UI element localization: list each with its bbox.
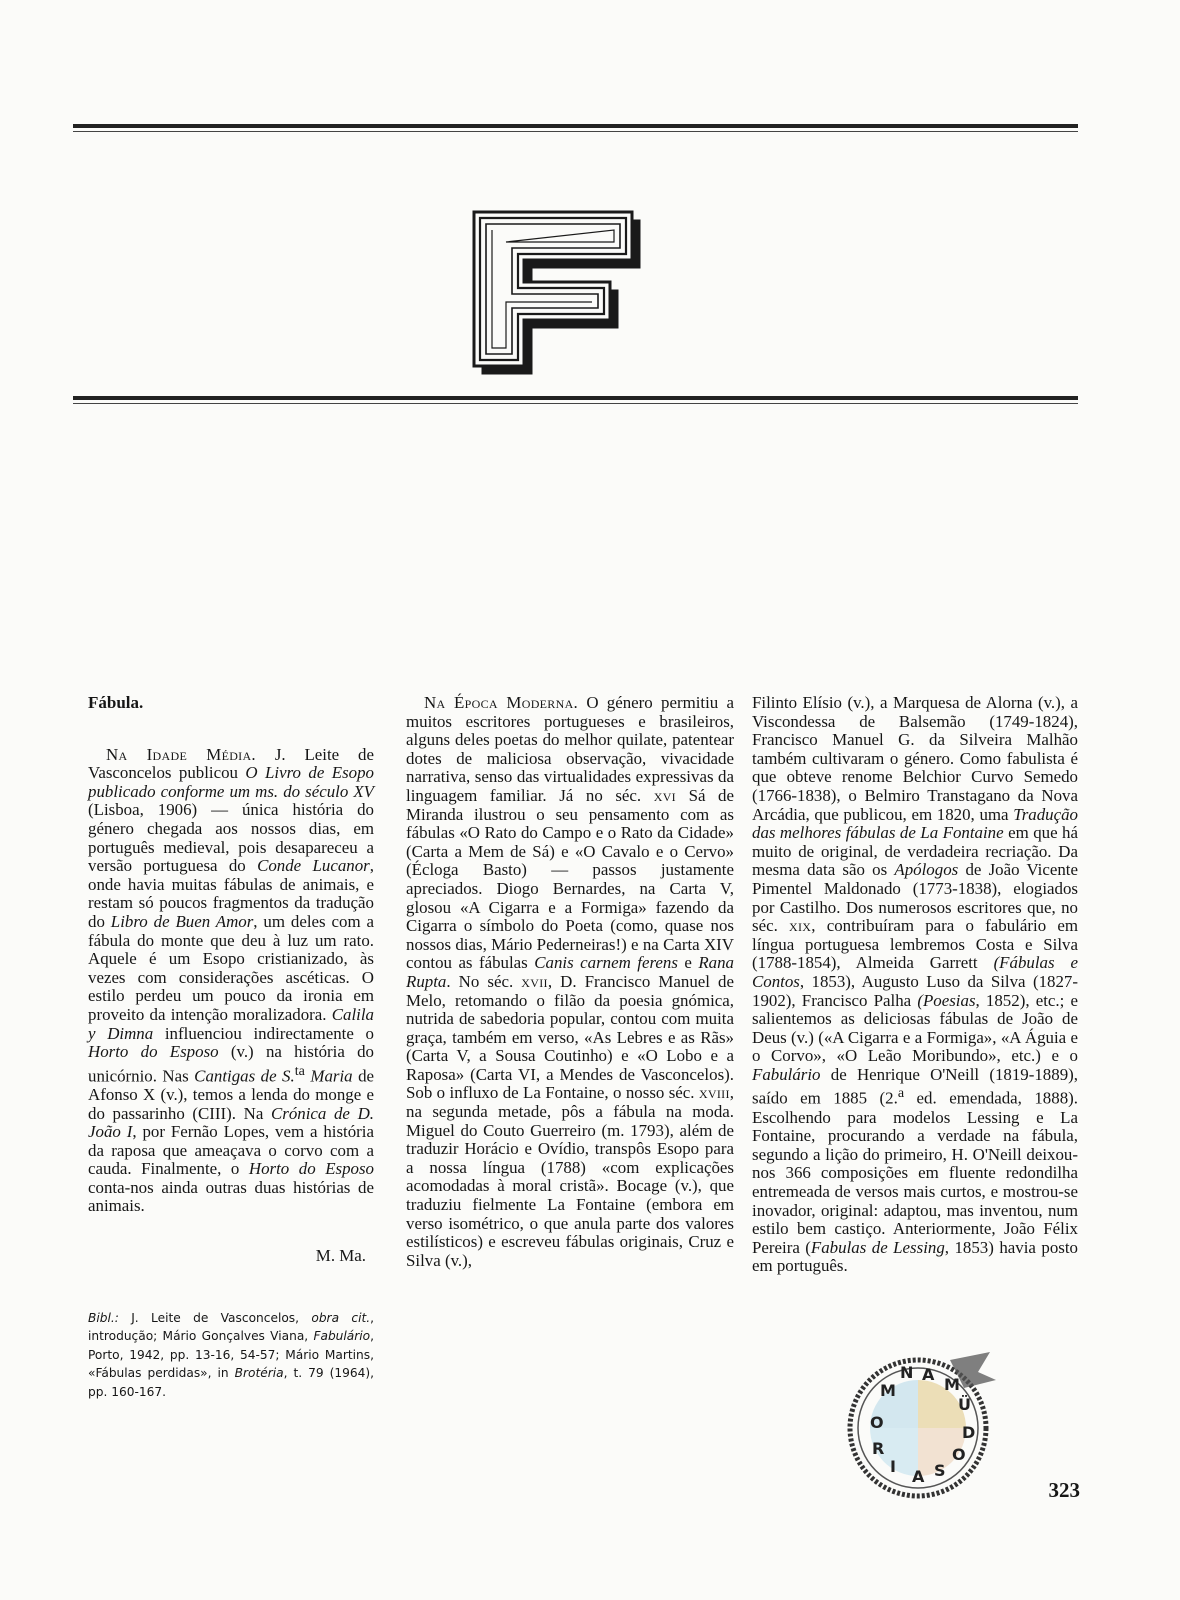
- chapter-letter-f-ornament: [468, 190, 678, 382]
- bibliography-label: Bibl.:: [88, 1310, 119, 1325]
- section-middle-ages: Na Idade Média. J. Leite de Vasconcelos publicou O Livro de Esopo publicado conforme um ms. do século XV (Lisboa, 1906) — única história do género chegada aos nossos dias, em português medieval, pois desapareceu a versão portuguesa do Conde Lucanor, onde havia muitas fábulas de animais, e restam só poucos fragmentos da tradução do Libro de Buen Amor, um deles com a fábula do monte que deu à luz um rato. Aquele é um Esopo cristianizado, às vezes com considerações ascéticas. O estilo perdeu um pouco da ironia em proveito da intenção moralizadora. Calila y Dimna influenciou indirectamente o Horto do Esposo (v.) na história do unicórnio. Nas Cantigas de S.$^{ta}$ Maria de Afonso X (v.), temos a lenda do monge e do passarinho (CIII). Na Crónica de D. João I, por Fernão Lopes, vem a história da raposa que ameaçava o corvo com a cauda. Finalmente, o Horto do Esposo conta-nos ainda outras duas histórias de animais.: [88, 744, 375, 1216]
- stamp-letter: Ü: [958, 1395, 971, 1414]
- stamp-letter: N: [900, 1363, 914, 1382]
- bottom-rule: [73, 396, 1078, 404]
- section-modern-era-continued: Filinto Elísio (v.), a Marquesa de Alorna (v.), a Viscondessa de Balsemão (1749-1824), Francisco Manuel G. da Silveira Malhão também cultivaram o género. Como fabulista é que obteve renome Belchior Curvo Semedo (1766-1838), o Belmiro Transtagano da Nova Arcádia, que publicou, em 1820, uma Tradução das melhores fábulas de La Fontaine em que há muito de original, de verdadeira recriação. Da mesma data são os Apólogos de João Vicente Pimentel Maldonado (1773-1838), elogiados por Castilho. Dos numerosos escritores que, no séc. xix, contribuíram para o fabulário em língua portuguesa lembremos Costa e Silva (1788-1854), Almeida Garrett (Fábulas e Contos, 1853), Augusto Luso da Silva (1827-1902), Francisco Palha (Poesias, 1852), etc.; e salientemos as deliciosas fábulas de João de Deus (v.) («A Cigarra e a Formiga», «A Águia e o Corvo», «O Leão Moribundo», etc.) e o Fabulário de Henrique O'Neill (1819-1889), saído em 1885 (2.$^a$ ed. emendada, 1888). Escolhendo para modelos Lessing e La Fontaine, procurando a verdade na fábula, segundo a lição do primeiro, H. O'Neill deixou-nos 366 composições em fluente redondilha entremeada de versos mais curtos, e mostrou-se inovador, original: adaptou, mas inventou, num estilo bem castiço. Anteriormente, João Félix Pereira (Fabulas de Lessing, 1853) havia posto em português.: [752, 693, 1079, 1276]
- stamp-letter: D: [962, 1423, 976, 1442]
- stamp-letter: O: [870, 1413, 884, 1432]
- stamp-letter: O: [952, 1445, 966, 1464]
- stamp-letter: M: [944, 1375, 960, 1394]
- stamp-letter: A: [912, 1467, 925, 1486]
- author-signature: M. Ma.: [315, 1246, 366, 1266]
- library-stamp: [840, 1350, 1000, 1500]
- stamp-letter: R: [872, 1439, 885, 1458]
- column-3: [752, 694, 1078, 1276]
- top-rule: [73, 124, 1078, 132]
- chapter-letter: F: [468, 190, 469, 191]
- column-2: [406, 694, 734, 1270]
- stamp-letter: M: [880, 1381, 896, 1400]
- section-modern-era: Na Época Moderna. O género permitiu a muitos escritores portugueses e brasileiros, alguns deles poetas do melhor quilate, patentear dotes de maliciosa observação, vivacidade narrativa, senso das virtualidades expressivas da linguagem familiar. Já no séc. xvi Sá de Miranda ilustrou o seu pensamento com as fábulas «O Rato do Campo e o Rato da Cidade» (Carta a Mem de Sá) e «O Cavalo e o Cervo» (Écloga Basto) — passos justamente apreciados. Diogo Bernardes, na Carta V, glosou «A Cigarra e a Formiga» fazendo da Cigarra o símbolo do Poeta (como, quase nos nossos dias, Mário Pederneiras!) e na Carta XIV contou as fábulas Canis carnem ferens e Rana Rupta. No séc. xvii, D. Francisco Manuel de Melo, retomando o filão da poesia gnómica, nutrida de sabedoria popular, contou com muita graça, também em verso, «As Lebres e as Rãs» (Carta V, a Sousa Coutinho) e «O Lobo e a Raposa» (Carta VI, a Mendes de Vasconcelos). Sob o influxo de La Fontaine, o nosso séc. xviii, na segunda metade, pôs a fábula na moda. Miguel do Couto Guerreiro (m. 1793), além de traduzir Horácio e Ovídio, transpôs Esopo para a nossa língua (1788) «com explicações acomodadas à moral cristã». Bocage (v.), que traduziu fielmente La Fontaine (embora em verso isométrico, o que anula parte dos valores estilísticos) e escreveu fábulas originais, Cruz e Silva (v.),: [406, 693, 734, 1270]
- section-heading: Na Época Moderna.: [424, 693, 579, 712]
- stamp-letter: A: [922, 1365, 935, 1384]
- stamp-letter: I: [890, 1457, 896, 1476]
- entry-title: Fábula.: [88, 693, 144, 712]
- bibliography: Bibl.: J. Leite de Vasconcelos, obra cit., introdução; Mário Gonçalves Viana, Fabulário, Porto, 1942, pp. 13-16, 54-57; Mário Martins, «Fábulas perdidas», in Brotéria, t. 79 (1964), pp. 160-167.: [88, 1310, 374, 1399]
- column-1: [88, 694, 374, 1401]
- section-heading: Na Idade Média.: [106, 744, 256, 764]
- stamp-letter: S: [934, 1461, 946, 1480]
- page-number: 323: [1048, 1478, 1080, 1502]
